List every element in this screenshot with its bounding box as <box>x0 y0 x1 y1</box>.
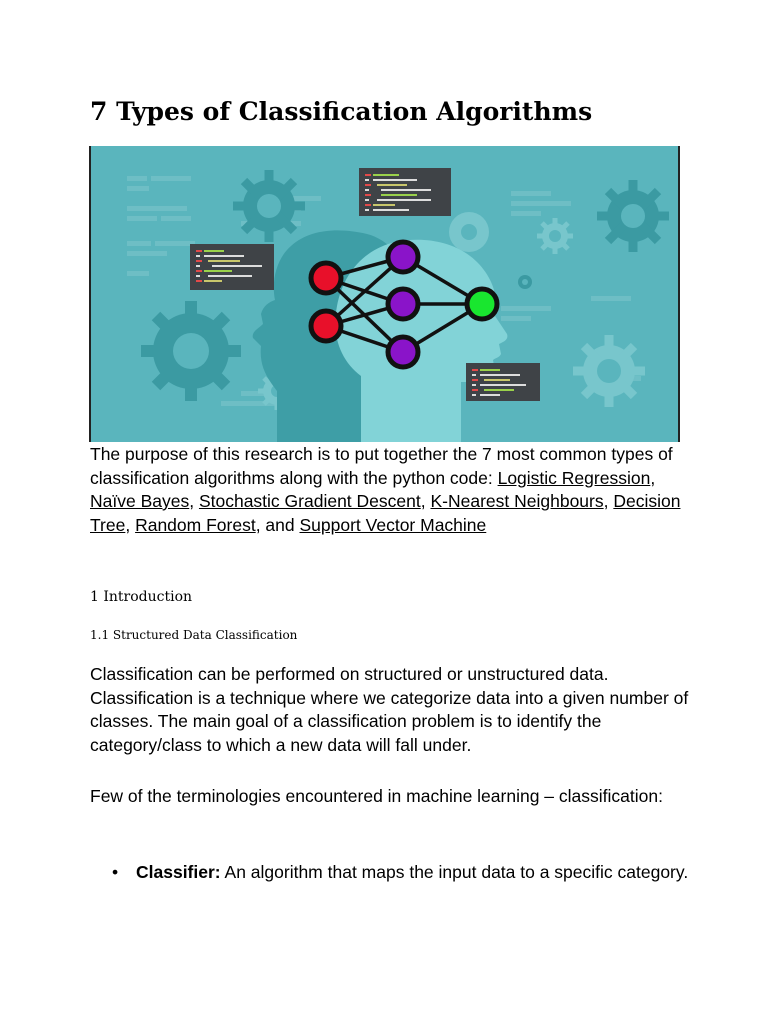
terminology-list <box>90 861 690 885</box>
link-random-forest[interactable]: Random Forest <box>135 514 256 535</box>
link-naive-bayes[interactable]: Naïve Bayes <box>90 491 190 511</box>
separator: , <box>189 491 199 511</box>
code-snippet-panel <box>359 168 451 216</box>
term-definition: An algorithm that maps the input data to a specific category. <box>220 862 689 882</box>
link-k-nearest-neighbours[interactable]: K-Nearest Neighbours <box>430 491 604 511</box>
output-node <box>467 289 497 319</box>
terminology-intro-paragraph: Few of the terminologies encountered in machine learning – classification: <box>90 786 663 806</box>
intro-paragraph <box>90 443 690 537</box>
gear-icon <box>537 218 573 254</box>
page-title: 7 Types of Classification Algorithms <box>90 97 593 126</box>
intro-text: The purpose of this research is to put together the 7 most common types of classification algorithms along with the python code: <box>90 444 673 488</box>
separator: , <box>420 491 431 511</box>
section-heading: 1 Introduction <box>90 589 193 605</box>
gear-icon <box>518 275 532 289</box>
gear-icon <box>597 180 669 252</box>
hidden-node <box>388 289 418 319</box>
separator: , <box>650 467 656 488</box>
classification-paragraph: Classification can be performed on structured or unstructured data. Classification is a technique where we categorize data into a given number of classes. The main goal of a classification problem is to identify the category/class to which a new data will fall under. <box>90 664 689 755</box>
list-item <box>90 861 690 885</box>
ai-head-neural-network-illustration <box>91 146 678 442</box>
link-logistic-regression[interactable]: Logistic Regression <box>497 467 651 488</box>
separator: , <box>125 514 136 535</box>
link-decision-tree[interactable]: Decision Tree <box>90 491 681 535</box>
hero-illustration <box>89 146 680 442</box>
gear-icon <box>573 335 645 407</box>
separator: , and <box>255 514 300 535</box>
gear-icon <box>449 212 489 252</box>
separator: , <box>603 491 614 511</box>
link-support-vector-machine[interactable]: Support Vector Machine <box>299 514 487 535</box>
hidden-node <box>388 242 418 272</box>
input-node <box>311 263 341 293</box>
code-snippet-panel <box>190 244 274 290</box>
gear-icon <box>141 301 241 401</box>
code-snippet-panel <box>466 363 540 401</box>
bullet-icon: • <box>112 862 119 882</box>
subsection-heading: 1.1 Structured Data Classification <box>90 628 298 642</box>
input-node <box>311 311 341 341</box>
term-label: Classifier: <box>136 862 221 882</box>
link-stochastic-gradient-descent[interactable]: Stochastic Gradient Descent <box>198 491 421 511</box>
gear-icon <box>233 170 305 242</box>
hidden-node <box>388 337 418 367</box>
